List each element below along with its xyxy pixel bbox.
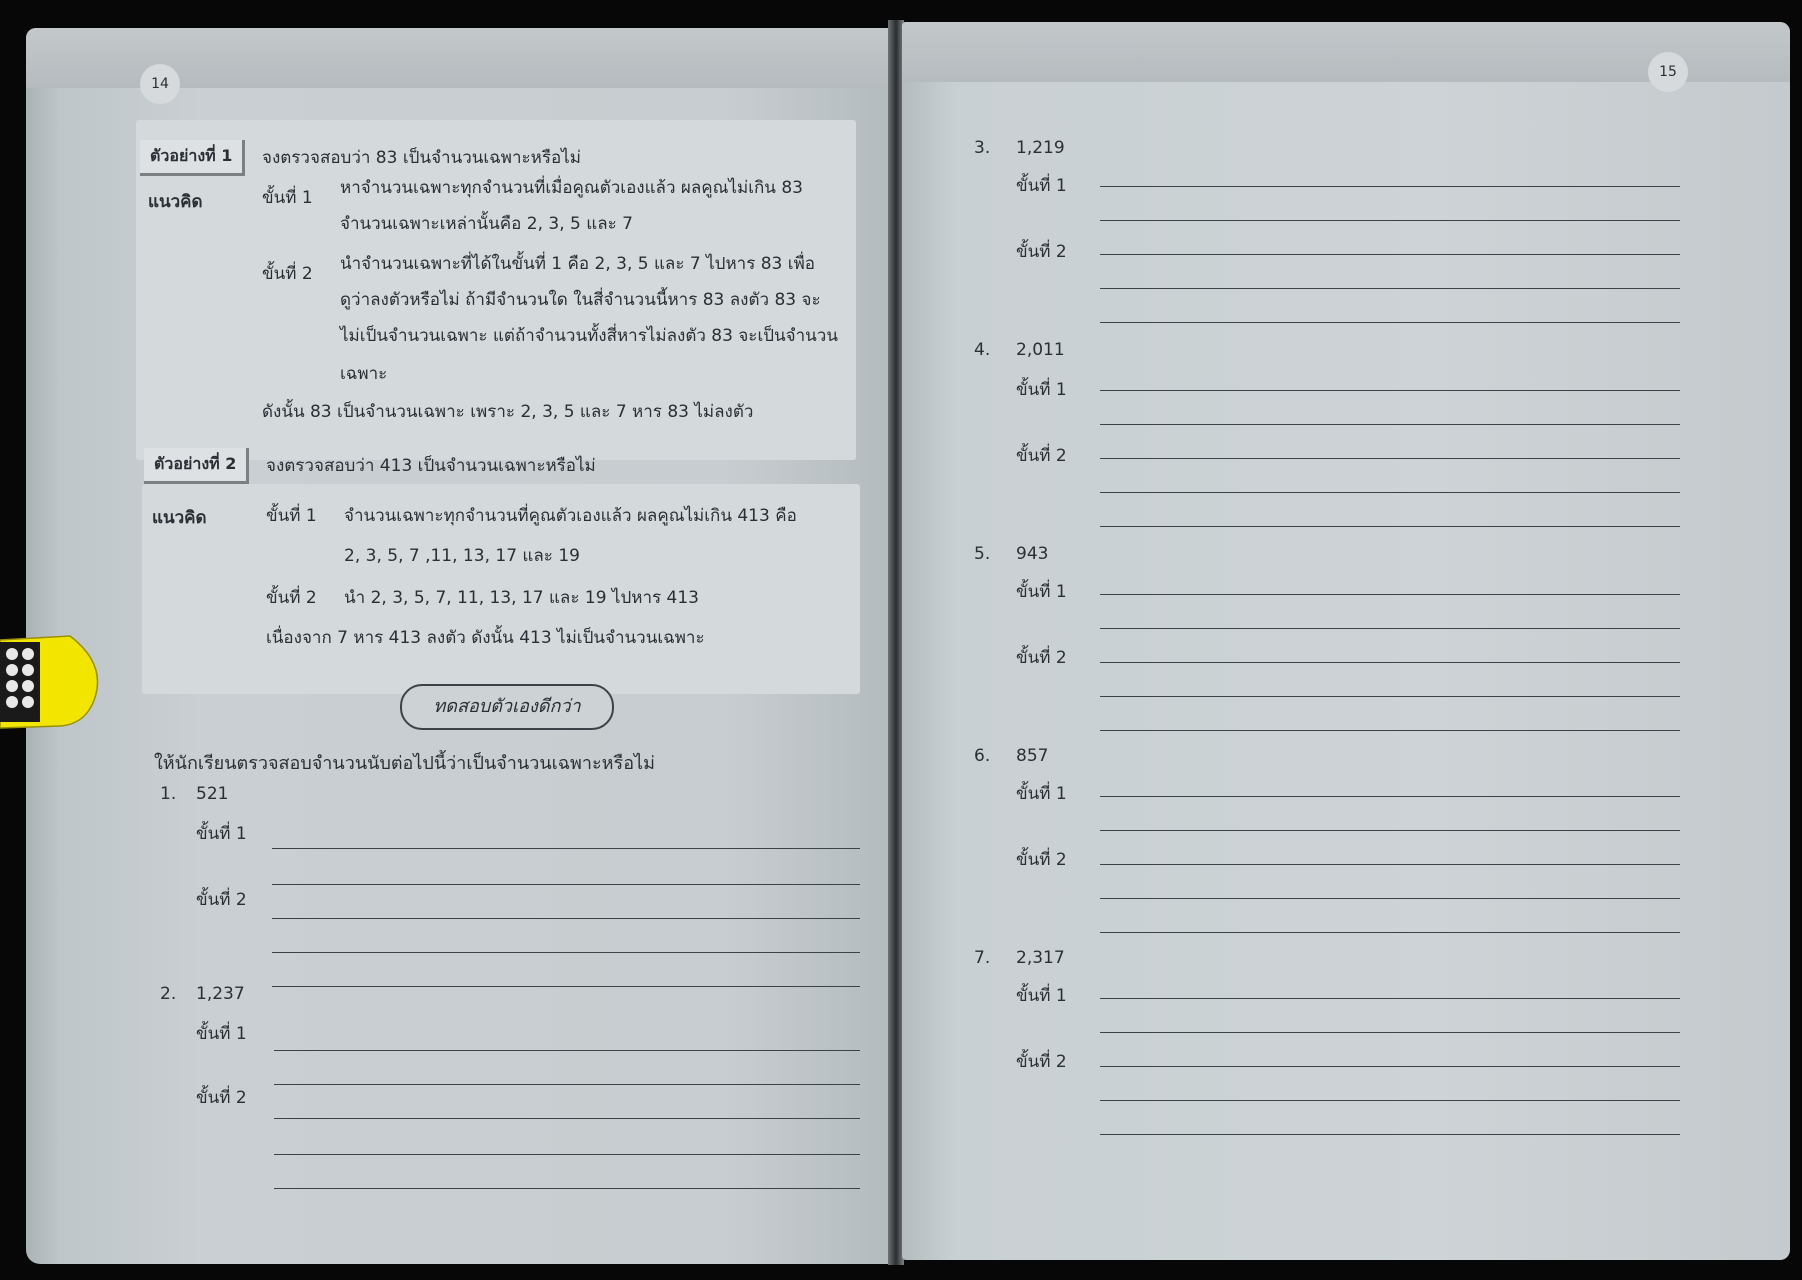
left-page xyxy=(26,28,900,1264)
exercise-4-value: 2,011 xyxy=(1016,340,1065,360)
exercise-6-answer-line-1[interactable] xyxy=(1100,796,1680,797)
exercise-3-value: 1,219 xyxy=(1016,138,1065,158)
exercise-5-number: 5. xyxy=(974,544,991,564)
exercise-4-step1-label: ขั้นที่ 1 xyxy=(1016,380,1067,400)
exercise-5-answer-line-4[interactable] xyxy=(1100,696,1680,697)
exercise-6-step2-label: ขั้นที่ 2 xyxy=(1016,850,1067,870)
example1-question: จงตรวจสอบว่า 83 เป็นจำนวนเฉพาะหรือไม่ xyxy=(262,148,581,168)
exercise-6-number: 6. xyxy=(974,746,991,766)
exercise-6-answer-line-5[interactable] xyxy=(1100,932,1680,933)
exercise-3-number: 3. xyxy=(974,138,991,158)
example2-label: ตัวอย่างที่ 2 xyxy=(144,448,249,484)
exercise-2-value: 1,237 xyxy=(196,984,245,1004)
exercise-3-step2-label: ขั้นที่ 2 xyxy=(1016,242,1067,262)
example1-step1-line2: จำนวนเฉพาะเหล่านั้นคือ 2, 3, 5 และ 7 xyxy=(340,214,633,234)
exercise-1-step2-label: ขั้นที่ 2 xyxy=(196,890,247,910)
exercise-2-number: 2. xyxy=(160,984,177,1004)
exercise-4-number: 4. xyxy=(974,340,991,360)
exercise-7-value: 2,317 xyxy=(1016,948,1065,968)
exercise-7-step1-label: ขั้นที่ 1 xyxy=(1016,986,1067,1006)
exercise-3-answer-line-2[interactable] xyxy=(1100,220,1680,221)
exercise-2-step2-label: ขั้นที่ 2 xyxy=(196,1088,247,1108)
example1-step2-line4: เฉพาะ xyxy=(340,364,388,384)
exercise-2-answer-line-2[interactable] xyxy=(274,1084,860,1085)
page-number-left: 14 xyxy=(140,64,180,104)
exercise-7-step2-label: ขั้นที่ 2 xyxy=(1016,1052,1067,1072)
example2-step2-line1: นำ 2, 3, 5, 7, 11, 13, 17 และ 19 ไปหาร 413 xyxy=(344,588,699,608)
test-yourself-banner: ทดสอบตัวเองดีกว่า xyxy=(400,684,614,730)
example1-step2-label: ขั้นที่ 2 xyxy=(262,264,313,284)
example2-step1-label: ขั้นที่ 1 xyxy=(266,506,317,526)
exercise-7-answer-line-1[interactable] xyxy=(1100,998,1680,999)
exercise-2-answer-line-4[interactable] xyxy=(274,1154,860,1155)
exercise-3-answer-line-3[interactable] xyxy=(1100,254,1680,255)
exercise-5-answer-line-1[interactable] xyxy=(1100,594,1680,595)
example1-step1-line1: หาจำนวนเฉพาะทุกจำนวนที่เมื่อคูณตัวเองแล้ว ผลคูณไม่เกิน 83 xyxy=(340,178,803,198)
exercise-2-step1-label: ขั้นที่ 1 xyxy=(196,1024,247,1044)
example1-step2-line1: นำจำนวนเฉพาะที่ได้ในขั้นที่ 1 คือ 2, 3, 5 และ 7 ไปหาร 83 เพื่อ xyxy=(340,254,815,274)
exercise-7-answer-line-5[interactable] xyxy=(1100,1134,1680,1135)
example1-approach-label: แนวคิด xyxy=(148,192,203,212)
example1-step2-line2: ดูว่าลงตัวหรือไม่ ถ้ามีจำนวนใด ในสี่จำนวนนี้หาร 83 ลงตัว 83 จะ xyxy=(340,290,821,310)
exercise-5-step1-label: ขั้นที่ 1 xyxy=(1016,582,1067,602)
example1-step2-line3: ไม่เป็นจำนวนเฉพาะ แต่ถ้าจำนวนทั้งสี่หารไม่ลงตัว 83 จะเป็นจำนวน xyxy=(340,326,838,346)
page-number-right: 15 xyxy=(1648,52,1688,92)
exercise-4-answer-line-1[interactable] xyxy=(1100,390,1680,391)
exercise-3-answer-line-4[interactable] xyxy=(1100,288,1680,289)
exercise-5-step2-label: ขั้นที่ 2 xyxy=(1016,648,1067,668)
example2-conclusion: เนื่องจาก 7 หาร 413 ลงตัว ดังนั้น 413 ไม่เป็นจำนวนเฉพาะ xyxy=(266,628,705,648)
exercise-instruction: ให้นักเรียนตรวจสอบจำนวนนับต่อไปนี้ว่าเป็นจำนวนเฉพาะหรือไม่ xyxy=(154,753,655,774)
example2-step1-line2: 2, 3, 5, 7 ,11, 13, 17 และ 19 xyxy=(344,546,580,566)
exercise-6-answer-line-4[interactable] xyxy=(1100,898,1680,899)
exercise-1-answer-line-3[interactable] xyxy=(272,918,860,919)
exercise-6-answer-line-3[interactable] xyxy=(1100,864,1680,865)
exercise-4-answer-line-3[interactable] xyxy=(1100,458,1680,459)
exercise-2-answer-line-1[interactable] xyxy=(274,1050,860,1051)
exercise-6-answer-line-2[interactable] xyxy=(1100,830,1680,831)
exercise-5-value: 943 xyxy=(1016,544,1049,564)
exercise-3-answer-line-1[interactable] xyxy=(1100,186,1680,187)
exercise-1-value: 521 xyxy=(196,784,229,804)
exercise-1-answer-line-1[interactable] xyxy=(272,848,860,849)
exercise-7-answer-line-2[interactable] xyxy=(1100,1032,1680,1033)
exercise-6-step1-label: ขั้นที่ 1 xyxy=(1016,784,1067,804)
exercise-2-answer-line-5[interactable] xyxy=(274,1188,860,1189)
exercise-4-answer-line-2[interactable] xyxy=(1100,424,1680,425)
exercise-5-answer-line-3[interactable] xyxy=(1100,662,1680,663)
example2-approach-label: แนวคิด xyxy=(152,508,207,528)
exercise-1-number: 1. xyxy=(160,784,177,804)
exercise-7-answer-line-3[interactable] xyxy=(1100,1066,1680,1067)
exercise-4-answer-line-4[interactable] xyxy=(1100,492,1680,493)
exercise-2-answer-line-3[interactable] xyxy=(274,1118,860,1119)
exercise-4-answer-line-5[interactable] xyxy=(1100,526,1680,527)
exercise-7-answer-line-4[interactable] xyxy=(1100,1100,1680,1101)
exercise-3-step1-label: ขั้นที่ 1 xyxy=(1016,176,1067,196)
exercise-1-step1-label: ขั้นที่ 1 xyxy=(196,824,247,844)
example2-step2-label: ขั้นที่ 2 xyxy=(266,588,317,608)
right-page xyxy=(902,22,1790,1260)
example2-step1-line1: จำนวนเฉพาะทุกจำนวนที่คูณตัวเองแล้ว ผลคูณไม่เกิน 413 คือ xyxy=(344,506,797,526)
exercise-5-answer-line-5[interactable] xyxy=(1100,730,1680,731)
yellow-clip-icon xyxy=(0,632,104,730)
exercise-7-number: 7. xyxy=(974,948,991,968)
exercise-1-answer-line-4[interactable] xyxy=(272,952,860,953)
exercise-1-answer-line-2[interactable] xyxy=(272,884,860,885)
example2-question: จงตรวจสอบว่า 413 เป็นจำนวนเฉพาะหรือไม่ xyxy=(266,456,596,476)
exercise-3-answer-line-5[interactable] xyxy=(1100,322,1680,323)
example1-step1-label: ขั้นที่ 1 xyxy=(262,188,313,208)
exercise-6-value: 857 xyxy=(1016,746,1049,766)
exercise-4-step2-label: ขั้นที่ 2 xyxy=(1016,446,1067,466)
example1-label: ตัวอย่างที่ 1 xyxy=(140,140,245,176)
exercise-1-answer-line-5[interactable] xyxy=(272,986,860,987)
exercise-5-answer-line-2[interactable] xyxy=(1100,628,1680,629)
example1-conclusion: ดังนั้น 83 เป็นจำนวนเฉพาะ เพราะ 2, 3, 5 และ 7 หาร 83 ไม่ลงตัว xyxy=(262,402,754,422)
